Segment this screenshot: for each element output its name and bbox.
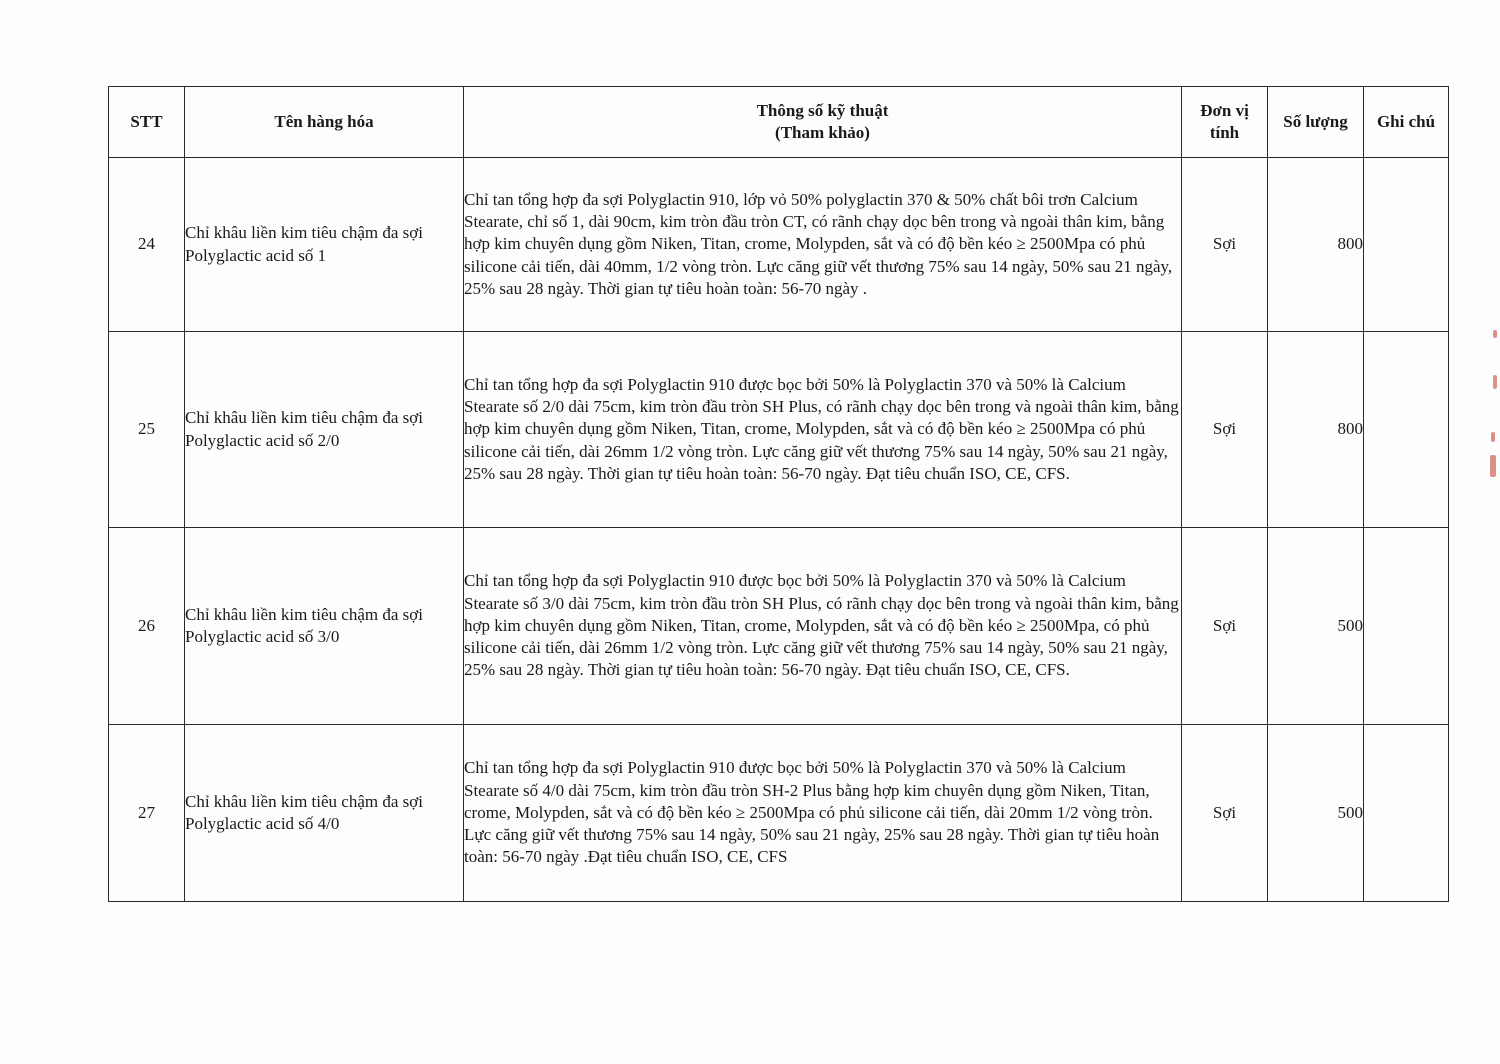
row-product-name: Chỉ khâu liền kim tiêu chậm đa sợi Polyglactic acid số 4/0 xyxy=(185,725,464,902)
header-stt: STT xyxy=(109,87,185,158)
table-header-row xyxy=(109,87,1449,158)
row-note xyxy=(1364,158,1449,332)
row-unit: Sợi xyxy=(1182,332,1268,528)
product-spec-table xyxy=(108,86,1449,902)
row-stt: 26 xyxy=(109,528,185,725)
header-unit-line2: tính xyxy=(1209,123,1240,142)
row-unit: Sợi xyxy=(1182,725,1268,902)
row-stt: 25 xyxy=(109,332,185,528)
header-spec-line1: Thông số kỹ thuật xyxy=(756,101,889,120)
row-unit: Sợi xyxy=(1182,158,1268,332)
table-row xyxy=(109,332,1449,528)
header-note: Ghi chú xyxy=(1364,87,1449,158)
row-note xyxy=(1364,725,1449,902)
header-spec xyxy=(464,87,1182,158)
row-note xyxy=(1364,332,1449,528)
header-name: Tên hàng hóa xyxy=(185,87,464,158)
header-spec-line2: (Tham khảo) xyxy=(775,123,870,142)
row-product-name: Chỉ khâu liền kim tiêu chậm đa sợi Polyglactic acid số 1 xyxy=(185,158,464,332)
row-spec: Chỉ tan tổng hợp đa sợi Polyglactin 910 được bọc bởi 50% là Polyglactin 370 và 50% là Calcium Stearate số 4/0 dài 75cm, kim tròn đầu tròn SH-2 Plus bằng hợp kim chuyên dụng gồm Niken, Titan, crome, Molypden, sắt và có độ bền kéo ≥ 2500Mpa có phủ silicone cải tiến, dài 20mm 1/2 vòng tròn. Lực căng giữ vết thương 75% sau 14 ngày, 50% sau 21 ngày, 25% sau 28 ngày. Thời gian tự tiêu hoàn toàn: 56-70 ngày .Đạt tiêu chuẩn ISO, CE, CFS xyxy=(464,725,1182,902)
row-product-name: Chỉ khâu liền kim tiêu chậm đa sợi Polyglactic acid số 2/0 xyxy=(185,332,464,528)
row-qty: 500 xyxy=(1268,528,1364,725)
stamp-edge-mark xyxy=(1493,375,1497,389)
header-unit-line1: Đơn vị xyxy=(1200,101,1249,120)
table-row xyxy=(109,158,1449,332)
stamp-edge-mark xyxy=(1490,455,1496,477)
stamp-edge-mark xyxy=(1491,432,1495,442)
row-qty: 800 xyxy=(1268,158,1364,332)
row-product-name: Chỉ khâu liền kim tiêu chậm đa sợi Polyglactic acid số 3/0 xyxy=(185,528,464,725)
row-unit: Sợi xyxy=(1182,528,1268,725)
row-stt: 27 xyxy=(109,725,185,902)
table-row xyxy=(109,528,1449,725)
header-qty: Số lượng xyxy=(1268,87,1364,158)
row-spec: Chỉ tan tổng hợp đa sợi Polyglactin 910 được bọc bởi 50% là Polyglactin 370 và 50% là Calcium Stearate số 2/0 dài 75cm, kim tròn đầu tròn SH Plus, có rãnh chạy dọc bên trong và ngoài thân kim, bằng hợp kim chuyên dụng gồm Niken, Titan, crome, Molypden, sắt và có độ bền kéo ≥ 2500Mpa có phủ silicone cải tiến, dài 26mm 1/2 vòng tròn. Lực căng giữ vết thương 75% sau 14 ngày, 50% sau 21 ngày, 25% sau 28 ngày. Thời gian tự tiêu hoàn toàn: 56-70 ngày. Đạt tiêu chuẩn ISO, CE, CFS. xyxy=(464,332,1182,528)
header-unit xyxy=(1182,87,1268,158)
row-qty: 500 xyxy=(1268,725,1364,902)
table-row xyxy=(109,725,1449,902)
row-spec: Chỉ tan tổng hợp đa sợi Polyglactin 910 được bọc bởi 50% là Polyglactin 370 và 50% là Calcium Stearate số 3/0 dài 75cm, kim tròn đầu tròn SH Plus, có rãnh chạy dọc bên trong và ngoài thân kim, bằng hợp kim chuyên dụng gồm Niken, Titan, crome, Molypden, sắt và có độ bền kéo ≥ 2500Mpa, có phủ silicone cải tiến, dài 26mm 1/2 vòng tròn. Lực căng giữ vết thương 75% sau 14 ngày, 50% sau 21 ngày, 25% sau 28 ngày. Thời gian tự tiêu hoàn toàn: 56-70 ngày. Đạt tiêu chuẩn ISO, CE, CFS. xyxy=(464,528,1182,725)
row-qty: 800 xyxy=(1268,332,1364,528)
row-spec: Chỉ tan tổng hợp đa sợi Polyglactin 910, lớp vỏ 50% polyglactin 370 & 50% chất bôi trơn Calcium Stearate, chỉ số 1, dài 90cm, kim tròn đầu tròn CT, có rãnh chạy dọc bên trong và ngoài thân kim, bằng hợp kim chuyên dụng gồm Niken, Titan, crome, Molypden, sắt và có độ bền kéo ≥ 2500Mpa có phủ silicone cải tiến, dài 40mm, 1/2 vòng tròn. Lực căng giữ vết thương 75% sau 14 ngày, 50% sau 21 ngày, 25% sau 28 ngày. Thời gian tự tiêu hoàn toàn: 56-70 ngày . xyxy=(464,158,1182,332)
row-note xyxy=(1364,528,1449,725)
row-stt: 24 xyxy=(109,158,185,332)
stamp-edge-mark xyxy=(1493,330,1497,338)
